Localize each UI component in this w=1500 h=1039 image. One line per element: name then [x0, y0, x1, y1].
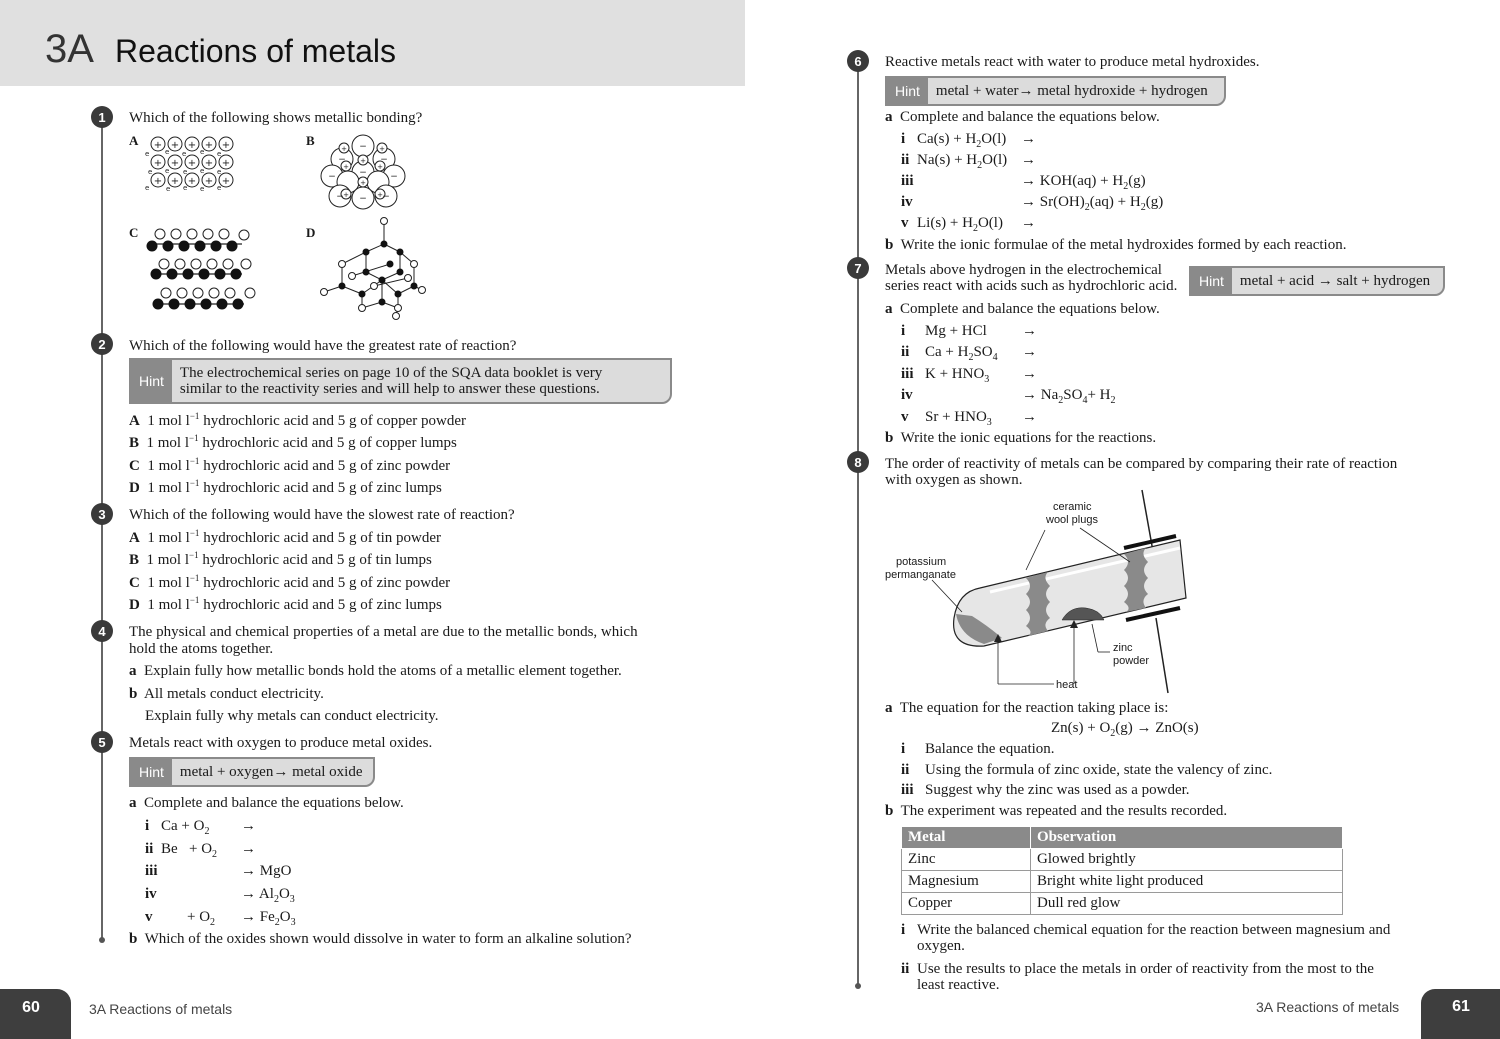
equation: $Ca + H_2SO_4$: [925, 344, 998, 363]
equation-arrow: →: [241, 841, 256, 857]
svg-text:e: e: [182, 150, 187, 158]
svg-text:+: +: [379, 145, 385, 153]
svg-text:+: +: [377, 163, 383, 171]
eq-label: iv: [901, 387, 913, 403]
question-text: Which of the following would have the slowest rate of reaction?: [129, 507, 515, 523]
question-number: 4: [91, 620, 113, 642]
table-cell: Magnesium: [902, 871, 1031, 893]
hint-text: The electrochemical series on page 10 of the SQA data booklet is very: [179, 365, 603, 381]
equation: Be: [161, 841, 178, 857]
left-timeline: [101, 118, 103, 940]
diagram-c-layered-molecules: [142, 226, 257, 310]
question-text: Which of the following shows metallic bonding?: [129, 110, 423, 126]
eq-label: ii: [901, 762, 910, 778]
eq-label: ii: [901, 152, 910, 168]
svg-text:+: +: [153, 140, 163, 151]
equation: → $Sr(OH)_2(aq) + H_2(g)$: [1021, 194, 1164, 213]
svg-text:e: e: [200, 167, 205, 175]
diagram-a-metallic-lattice: [140, 134, 250, 194]
svg-text:+: +: [360, 157, 366, 165]
svg-text:+: +: [170, 158, 180, 169]
equation: → $Al_2O_3$: [241, 886, 295, 905]
svg-text:−: −: [336, 192, 344, 202]
option-row: C 1 mol $l^{-1}$ hydrochloric acid and 5 g of zinc powder: [129, 573, 451, 591]
table-cell: Zinc: [902, 849, 1031, 871]
eq-label: i: [145, 818, 150, 834]
svg-text:e: e: [183, 184, 188, 192]
hint-box: [129, 757, 375, 787]
sub-question-text: oxygen.: [917, 938, 965, 954]
svg-text:e: e: [183, 168, 188, 176]
table-cell: Copper: [902, 893, 1031, 915]
equation-arrow: →: [1022, 344, 1037, 360]
svg-text:+: +: [170, 140, 180, 151]
table-row: [902, 871, 1343, 893]
svg-text:+: +: [343, 191, 349, 199]
hint-box: [129, 358, 672, 404]
question-text: series react with acids such as hydrochloric acid.: [885, 278, 1178, 294]
eq-label: iii: [145, 863, 158, 879]
eq-label: i: [901, 741, 906, 757]
diagram-label-ceramic: wool plugs: [1046, 514, 1098, 526]
hint-text: metal + acid → salt + hydrogen: [1239, 273, 1431, 289]
svg-text:+: +: [204, 140, 214, 151]
option-label: A: [129, 133, 139, 148]
sub-question-text: Using the formula of zinc oxide, state the valency of zinc.: [925, 762, 1273, 778]
equation-arrow: →: [1021, 131, 1036, 147]
svg-text:−: −: [328, 172, 336, 182]
eq-label: v: [901, 215, 909, 231]
equation-arrow: →: [1021, 215, 1036, 231]
table-header-row: [902, 827, 1343, 849]
question-number: 7: [847, 257, 869, 279]
svg-text:e: e: [217, 150, 222, 158]
running-footer: 3A Reactions of metals: [1256, 999, 1400, 1015]
eq-label: iii: [901, 782, 914, 798]
svg-text:e: e: [148, 168, 153, 176]
equation: $Ca(s) + H_2O(l)$: [917, 131, 1007, 150]
diagram-label-ceramic: ceramic: [1053, 501, 1092, 513]
eq-label: i: [901, 323, 906, 339]
equation: $Zn(s) + O_2(g) \to ZnO(s)$: [1051, 720, 1199, 739]
option-row: A 1 mol $l^{-1}$ hydrochloric acid and 5 g of copper powder: [129, 411, 467, 429]
right-timeline: [857, 62, 859, 985]
hint-text: metal + oxygen→ metal oxide: [179, 764, 363, 780]
apparatus-diagram: [880, 488, 1200, 698]
equation-arrow: →: [1022, 323, 1037, 339]
svg-text:e: e: [145, 184, 150, 192]
svg-text:+: +: [204, 176, 214, 187]
eq-label: iii: [901, 366, 914, 382]
equation: → $Na_2SO_4+ H_2$: [1022, 387, 1116, 406]
sub-question-text: Suggest why the zinc was used as a powder.: [925, 782, 1190, 798]
running-footer: 3A Reactions of metals: [89, 1001, 233, 1017]
question-number: 5: [91, 731, 113, 753]
sub-question: b Which of the oxides shown would dissolve in water to form an alkaline solution?: [129, 931, 632, 947]
equation-arrow: →: [1021, 152, 1036, 168]
equation-arrow: →: [1022, 409, 1037, 425]
diagram-d-covalent-network: [318, 216, 428, 322]
equation: $Li(s) + H_2O(l)$: [917, 215, 1003, 234]
hint-text: metal + water→ metal hydroxide + hydrogen: [935, 83, 1208, 99]
chapter-code: 3A: [45, 27, 94, 71]
sub-question: a Explain fully how metallic bonds hold the atoms of a metallic element together.: [129, 663, 622, 679]
svg-text:−: −: [359, 168, 367, 178]
table-row: [902, 849, 1343, 871]
diagram-label-permanganate: potassium: [896, 556, 947, 568]
svg-text:+: +: [221, 158, 231, 169]
svg-text:+: +: [187, 140, 197, 151]
column-header: Metal: [902, 827, 1031, 849]
page-number: 60: [22, 999, 40, 1016]
hint-text: similar to the reactivity series and will help to answer these questions.: [179, 381, 600, 397]
question-text: Metals react with oxygen to produce metal oxides.: [129, 735, 433, 751]
svg-text:e: e: [145, 150, 150, 158]
sub-question-text: Explain fully why metals can conduct electricity.: [145, 708, 439, 724]
equation-arrow: →: [241, 818, 256, 834]
diagram-b-ionic-lattice: [318, 134, 408, 214]
svg-text:+: +: [377, 191, 383, 199]
sub-question: b All metals conduct electricity.: [129, 686, 324, 702]
sub-question-text: Write the balanced chemical equation for the reaction between magnesium and: [917, 922, 1391, 938]
diagram-label-permanganate: permanganate: [885, 569, 956, 581]
column-header: Observation: [1031, 827, 1343, 849]
option-label: B: [306, 133, 315, 148]
equation: $Na(s) + H_2O(l)$: [917, 152, 1008, 171]
svg-text:−: −: [359, 142, 367, 152]
equation-arrow: →: [1022, 366, 1037, 382]
svg-text:+: +: [187, 176, 197, 187]
svg-text:+: +: [153, 158, 163, 169]
question-number: 6: [847, 50, 869, 72]
eq-label: i: [901, 131, 906, 147]
option-row: D 1 mol $l^{-1}$ hydrochloric acid and 5 g of zinc lumps: [129, 595, 442, 613]
svg-text:+: +: [360, 179, 366, 187]
option-row: B 1 mol $l^{-1}$ hydrochloric acid and 5 g of tin lumps: [129, 550, 432, 568]
svg-text:e: e: [217, 168, 222, 176]
table-cell: Dull red glow: [1031, 893, 1343, 915]
svg-text:e: e: [200, 185, 205, 193]
svg-text:+: +: [187, 158, 197, 169]
svg-text:−: −: [380, 155, 388, 165]
question-text: The physical and chemical properties of a metal are due to the metallic bonds, which: [129, 624, 638, 640]
page-number: 61: [1452, 998, 1470, 1015]
diagram-label-heat: heat: [1056, 679, 1078, 691]
svg-text:e: e: [165, 148, 170, 156]
question-number: 3: [91, 503, 113, 525]
eq-label: iii: [901, 173, 914, 189]
equation: → MgO: [241, 863, 292, 879]
hint-label: Hint: [887, 78, 928, 104]
svg-text:−: −: [338, 155, 346, 165]
svg-text:e: e: [217, 184, 222, 192]
hint-label: Hint: [131, 360, 172, 402]
option-row: C 1 mol $l^{-1}$ hydrochloric acid and 5 g of zinc powder: [129, 456, 451, 474]
eq-label: v: [145, 909, 153, 925]
eq-label: iv: [145, 886, 157, 902]
diagram-label-zinc: zinc: [1113, 642, 1133, 654]
option-row: B 1 mol $l^{-1}$ hydrochloric acid and 5 g of copper lumps: [129, 433, 457, 451]
sub-question: a Complete and balance the equations below.: [885, 109, 1160, 125]
sub-question: a Complete and balance the equations below.: [129, 795, 404, 811]
question-text: hold the atoms together.: [129, 641, 274, 657]
option-label: D: [306, 225, 316, 240]
equation: → $KOH(aq) + H_2(g)$: [1021, 173, 1146, 192]
equation: Mg + HCl: [925, 323, 987, 339]
timeline-end-dot: [855, 983, 861, 989]
sub-question: b Write the ionic equations for the reactions.: [885, 430, 1157, 446]
svg-text:+: +: [153, 176, 163, 187]
svg-text:e: e: [166, 185, 171, 193]
sub-question: a The equation for the reaction taking place is:: [885, 700, 1169, 716]
equation: $Sr + HNO_3$: [925, 409, 992, 428]
svg-text:+: +: [221, 140, 231, 151]
hint-label: Hint: [131, 759, 172, 785]
question-text: Reactive metals react with water to produce metal hydroxides.: [885, 54, 1260, 70]
svg-text:−: −: [382, 192, 390, 202]
table-cell: Bright white light produced: [1031, 871, 1343, 893]
svg-text:+: +: [170, 176, 180, 187]
svg-text:−: −: [390, 172, 398, 182]
question-text: Metals above hydrogen in the electrochemical: [885, 262, 1162, 278]
sub-question-text: Balance the equation.: [925, 741, 1055, 757]
question-text: Which of the following would have the greatest rate of reaction?: [129, 338, 517, 354]
svg-text:+: +: [341, 145, 347, 153]
results-table: [901, 826, 1343, 915]
equation: → $Fe_2O_3$: [241, 909, 296, 928]
svg-text:−: −: [359, 194, 367, 204]
timeline-end-dot: [99, 937, 105, 943]
sub-question: b The experiment was repeated and the results recorded.: [885, 803, 1228, 819]
svg-text:+: +: [204, 158, 214, 169]
equation: + $O_2$: [187, 909, 216, 928]
svg-text:+: +: [221, 176, 231, 187]
hint-label: Hint: [1191, 268, 1232, 294]
eq-label: ii: [901, 344, 910, 360]
sub-question: b Write the ionic formulae of the metal hydroxides formed by each reaction.: [885, 237, 1347, 253]
sub-question-text: least reactive.: [917, 977, 1000, 993]
hint-box: [885, 76, 1226, 106]
option-row: D 1 mol $l^{-1}$ hydrochloric acid and 5 g of zinc lumps: [129, 478, 442, 496]
table-cell: Glowed brightly: [1031, 849, 1343, 871]
table-row: [902, 893, 1343, 915]
diagram-label-zinc: powder: [1113, 655, 1150, 667]
eq-label: i: [901, 922, 906, 938]
question-text: The order of reactivity of metals can be compared by comparing their rate of reaction: [885, 456, 1398, 472]
option-label: C: [129, 225, 139, 240]
equation: $Ca + O_2$: [161, 818, 210, 837]
question-number: 2: [91, 333, 113, 355]
eq-label: iv: [901, 194, 913, 210]
svg-text:+: +: [343, 163, 349, 171]
question-number: 8: [847, 451, 869, 473]
eq-label: v: [901, 409, 909, 425]
svg-text:e: e: [200, 148, 205, 156]
eq-label: ii: [145, 841, 154, 857]
equation: $K + HNO_3$: [925, 366, 990, 385]
chapter-title: Reactions of metals: [115, 33, 397, 69]
hint-box: [1189, 266, 1445, 296]
question-number: 1: [91, 106, 113, 128]
sub-question: a Complete and balance the equations below.: [885, 301, 1160, 317]
eq-label: ii: [901, 961, 910, 977]
sub-question-text: Use the results to place the metals in order of reactivity from the most to the: [917, 961, 1374, 977]
svg-text:e: e: [165, 167, 170, 175]
option-row: A 1 mol $l^{-1}$ hydrochloric acid and 5 g of tin powder: [129, 528, 442, 546]
question-text: with oxygen as shown.: [885, 472, 1023, 488]
equation: + $O_2$: [189, 841, 218, 860]
